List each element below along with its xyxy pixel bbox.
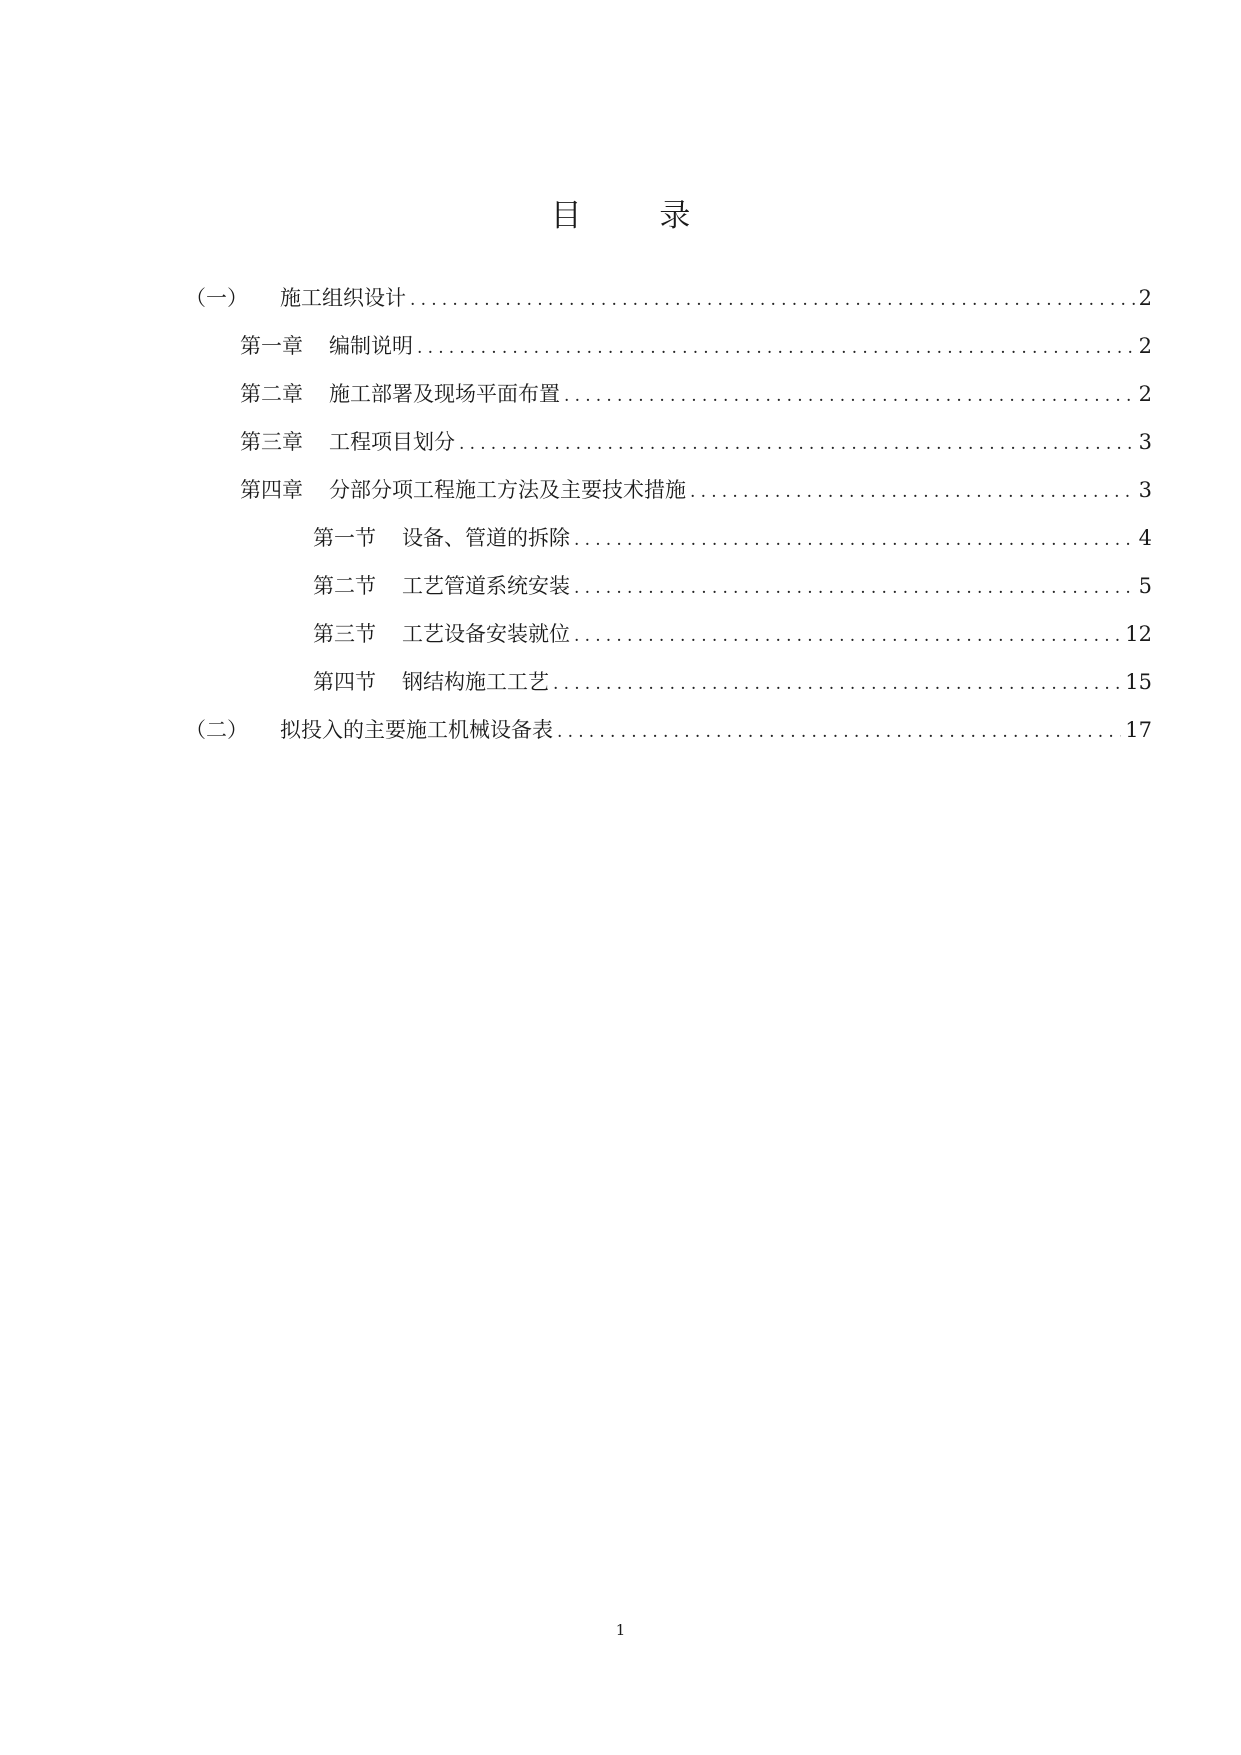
toc-entry-page: 2: [1138, 334, 1152, 358]
toc-entry-number: 第一章: [240, 334, 303, 358]
toc-entry-chapter-1[interactable]: [240, 330, 1152, 362]
toc-entry-title: 工程项目划分: [329, 430, 455, 454]
toc-entry-title: 编制说明: [329, 334, 413, 358]
toc-entry-page: 4: [1138, 526, 1152, 550]
page-number: 1: [615, 1621, 626, 1639]
toc-entry-number: 第二节: [313, 574, 376, 598]
toc-entry-page: 5: [1138, 574, 1152, 598]
toc-dot-leader: [459, 428, 1135, 460]
toc-dot-leader: [553, 668, 1121, 700]
toc-entry-page: 17: [1125, 718, 1152, 742]
toc-entry-page: 3: [1138, 478, 1152, 502]
toc-dot-leader: [564, 380, 1135, 412]
toc-entry-page: 2: [1138, 382, 1152, 406]
toc-entry-section-3[interactable]: [313, 618, 1152, 650]
toc-entry-number: 第二章: [240, 382, 303, 406]
toc-entry-title: 施工组织设计: [280, 286, 406, 310]
toc-entry-chapter-3[interactable]: [240, 426, 1152, 458]
toc-entry-part-2[interactable]: [185, 714, 1152, 746]
toc-dot-leader: [410, 284, 1135, 316]
toc-entry-section-4[interactable]: [313, 666, 1152, 698]
toc-entry-title: 分部分项工程施工方法及主要技术措施: [329, 478, 686, 502]
toc-entry-number: 第一节: [313, 526, 376, 550]
toc-dot-leader: [574, 620, 1121, 652]
toc-entry-page: 3: [1138, 430, 1152, 454]
toc-entry-title: 施工部署及现场平面布置: [329, 382, 560, 406]
toc-dot-leader: [574, 572, 1135, 604]
toc-dot-leader: [690, 476, 1135, 508]
toc-entry-section-2[interactable]: [313, 570, 1152, 602]
toc-entry-page: 15: [1125, 670, 1152, 694]
toc-entry-number: 第四节: [313, 670, 376, 694]
toc-entry-title: 拟投入的主要施工机械设备表: [280, 718, 553, 742]
toc-entry-title: 钢结构施工工艺: [402, 670, 549, 694]
toc-entry-chapter-2[interactable]: [240, 378, 1152, 410]
toc-entry-title: 工艺管道系统安装: [402, 574, 570, 598]
toc-dot-leader: [574, 524, 1135, 556]
toc-entry-number: （二）: [185, 718, 248, 742]
toc-entry-page: 2: [1138, 286, 1152, 310]
toc-entry-number: 第三章: [240, 430, 303, 454]
toc-entry-number: 第三节: [313, 622, 376, 646]
toc-entry-number: 第四章: [240, 478, 303, 502]
toc-entry-title: 设备、管道的拆除: [402, 526, 570, 550]
toc-dot-leader: [557, 716, 1121, 748]
page-title: 目 录: [550, 198, 725, 234]
toc-entry-part-1[interactable]: [185, 282, 1152, 314]
toc-entry-page: 12: [1125, 622, 1152, 646]
toc-entry-chapter-4[interactable]: [240, 474, 1152, 506]
toc-dot-leader: [417, 332, 1135, 364]
toc-entry-number: （一）: [185, 286, 248, 310]
toc-entry-section-1[interactable]: [313, 522, 1152, 554]
toc-entry-title: 工艺设备安装就位: [402, 622, 570, 646]
